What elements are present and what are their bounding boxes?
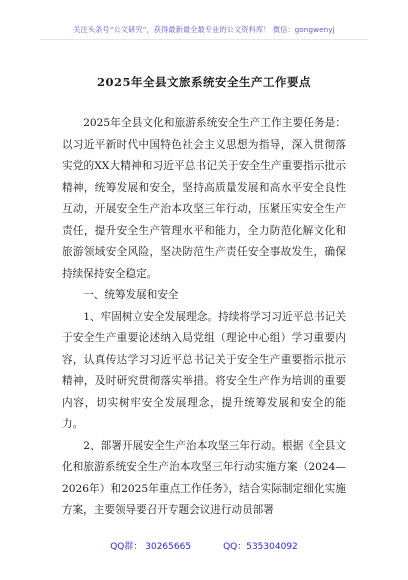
footer-qq: QQ：535304092 — [223, 542, 298, 552]
paragraph-item-1: 1、牢固树立安全发展理念。持续将学习习近平总书记关于安全生产重要论述纳入局党组（理论中心组）学习重要内容，认真传达学习习近平总书记关于安全生产重要指示批示精神，及时研究贯彻落实举措。将安全生产作为培训的重要内容，切实树牢安全发展理念，提升统筹发展和安全的能力。 — [62, 310, 346, 430]
paragraph-item-2: 2、部署开展安全生产治本攻坚三年行动。根据《全县文化和旅游系统安全生产治本攻坚三年行动实施方案（2024—2026年）和2025年重点工作任务》，结合实际制定细化实施方案，主要领导要召开专题会议进行动员部署 — [62, 439, 346, 516]
section-heading: 一、统筹发展和安全 — [83, 289, 179, 301]
header-note: 关注头条号“公文研究”，获得最新最全最专业的公文资料库！ 微信：gongwenyj — [73, 25, 335, 34]
paragraph-intro: 2025年全县文化和旅游系统安全生产工作主要任务是：以习近平新时代中国特色社会主义思想为指导，深入贯彻落实党的XX大精神和习近平总书记关于安全生产重要指示批示精神，统筹发展和安全，坚持高质量发展和高水平安全良性互动，开展安全生产治本攻坚三年行动，压紧压实安全生产责任，提升安全生产管理水平和能力，全力防范化解文化和旅游领域安全风险，坚决防范生产责任安全事故发生，确保持续保持安全稳定。 — [62, 117, 346, 280]
document-title: 2025年全县文旅系统安全生产工作要点 — [96, 75, 311, 89]
footer-qq-group: QQ群： 30265665 — [110, 542, 192, 552]
document-body — [62, 113, 346, 522]
header-divider — [40, 39, 368, 40]
footer-contact — [0, 539, 408, 552]
